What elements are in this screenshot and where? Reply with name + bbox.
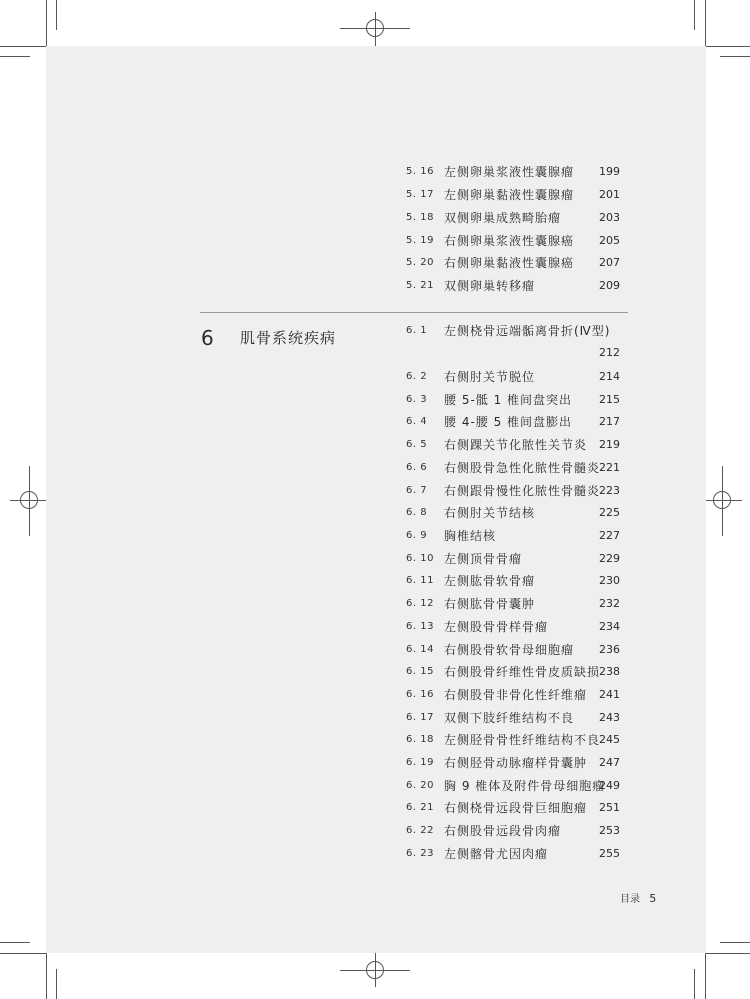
- toc-entry[interactable]: [406, 685, 626, 705]
- toc-entry[interactable]: [406, 776, 626, 796]
- entry-page: 217: [599, 415, 620, 428]
- entry-title: 左侧髂骨尤因肉瘤: [444, 847, 549, 861]
- toc-entry[interactable]: [406, 276, 626, 296]
- entry-page: 232: [599, 597, 620, 610]
- entry-title: 右侧肘关节脱位: [444, 370, 536, 384]
- entry-title: 左侧肱骨软骨瘤: [444, 574, 536, 588]
- entry-page: 203: [599, 211, 620, 224]
- toc-entry[interactable]: [406, 321, 626, 365]
- entry-number: 6. 11: [406, 575, 434, 586]
- entry-title: 右侧胫骨动脉瘤样骨囊肿: [444, 756, 588, 770]
- entry-number: 6. 4: [406, 416, 428, 427]
- toc-entry[interactable]: [406, 390, 626, 410]
- toc-entry[interactable]: [406, 208, 626, 228]
- entry-title: 右侧肱骨骨囊肿: [444, 597, 536, 611]
- entry-title: 右侧桡骨远段骨巨细胞瘤: [444, 801, 588, 815]
- entry-number: 6. 14: [406, 644, 434, 655]
- entry-title: 右侧股骨软骨母细胞瘤: [444, 643, 575, 657]
- page-footer: [620, 890, 656, 905]
- toc-entry[interactable]: [406, 458, 626, 478]
- entry-page: 223: [599, 484, 620, 497]
- entry-page: 236: [599, 643, 620, 656]
- toc-entry[interactable]: [406, 821, 626, 841]
- entry-page: 241: [599, 688, 620, 701]
- entry-number: 6. 20: [406, 780, 434, 791]
- entry-number: 6. 6: [406, 462, 428, 473]
- entry-page: 234: [599, 620, 620, 633]
- entry-number: 6. 22: [406, 825, 434, 836]
- entry-title: 右侧跟骨慢性化脓性骨髓炎: [444, 484, 601, 498]
- entry-page: 238: [599, 665, 620, 678]
- toc-entry[interactable]: [406, 640, 626, 660]
- toc-entry[interactable]: [406, 162, 626, 182]
- entry-number: 6. 18: [406, 734, 434, 745]
- entry-page: 215: [599, 393, 620, 406]
- footer-label: 目录: [620, 894, 640, 905]
- entry-page: 230: [599, 574, 620, 587]
- entry-number: 6. 12: [406, 598, 434, 609]
- entry-title: 右侧肘关节结核: [444, 506, 536, 520]
- entry-number: 6. 8: [406, 507, 428, 518]
- entry-number: 5. 17: [406, 189, 434, 200]
- entry-title: 右侧股骨非骨化性纤维瘤: [444, 688, 588, 702]
- toc-entry[interactable]: [406, 367, 626, 387]
- toc-entry[interactable]: [406, 571, 626, 591]
- entry-title: 双侧卵巢成熟畸胎瘤: [444, 211, 562, 225]
- entry-page: 221: [599, 461, 620, 474]
- entry-title: 右侧卵巢黏液性囊腺癌: [444, 256, 575, 270]
- entry-title: 左侧桡骨远端骺离骨折(Ⅳ型): [444, 324, 611, 338]
- toc-entry[interactable]: [406, 662, 626, 682]
- toc-entry[interactable]: [406, 594, 626, 614]
- entry-title: 右侧卵巢浆液性囊腺癌: [444, 234, 575, 248]
- entry-number: 5. 16: [406, 166, 434, 177]
- entry-number: 6. 7: [406, 485, 428, 496]
- entry-number: 6. 15: [406, 666, 434, 677]
- toc-entry[interactable]: [406, 481, 626, 501]
- toc-entry[interactable]: [406, 844, 626, 864]
- entry-number: 6. 10: [406, 553, 434, 564]
- entry-number: 6. 17: [406, 712, 434, 723]
- chapter-divider: [200, 312, 628, 313]
- entry-page: 205: [599, 234, 620, 247]
- entry-title: 双侧卵巢转移瘤: [444, 279, 536, 293]
- toc-entry[interactable]: [406, 412, 626, 432]
- toc-entry[interactable]: [406, 526, 626, 546]
- entry-page: 247: [599, 756, 620, 769]
- entry-page: 255: [599, 847, 620, 860]
- entry-title: 左侧卵巢浆液性囊腺瘤: [444, 165, 575, 179]
- chapter-number: 6: [201, 326, 214, 350]
- entry-page: 209: [599, 279, 620, 292]
- entry-page: 253: [599, 824, 620, 837]
- entry-title: 右侧股骨急性化脓性骨髓炎: [444, 461, 601, 475]
- entry-number: 6. 21: [406, 802, 434, 813]
- toc-entry[interactable]: [406, 753, 626, 773]
- toc-entry[interactable]: [406, 503, 626, 523]
- entry-title: 腰 5-骶 1 椎间盘突出: [444, 393, 573, 407]
- entry-title: 胸 9 椎体及附件骨母细胞瘤: [444, 779, 606, 793]
- entry-title: 左侧卵巢黏液性囊腺瘤: [444, 188, 575, 202]
- entry-title: 左侧顶骨骨瘤: [444, 552, 523, 566]
- entry-number: 6. 16: [406, 689, 434, 700]
- entry-number: 6. 2: [406, 371, 428, 382]
- entry-title: 腰 4-腰 5 椎间盘膨出: [444, 415, 573, 429]
- entry-page: 229: [599, 552, 620, 565]
- toc-entry[interactable]: [406, 231, 626, 251]
- entry-page: 227: [599, 529, 620, 542]
- footer-page-number: 5: [649, 892, 657, 905]
- entry-number: 5. 21: [406, 280, 434, 291]
- entry-title: 右侧股骨纤维性骨皮质缺损: [444, 665, 601, 679]
- entry-page: 225: [599, 506, 620, 519]
- entry-page: 219: [599, 438, 620, 451]
- toc-entry[interactable]: [406, 798, 626, 818]
- entry-page: 243: [599, 711, 620, 724]
- entry-title: 右侧股骨远段骨肉瘤: [444, 824, 562, 838]
- entry-number: 6. 5: [406, 439, 428, 450]
- toc-entry[interactable]: [406, 253, 626, 273]
- entry-page: 245: [599, 733, 620, 746]
- entry-page: 212: [599, 346, 620, 359]
- entry-number: 6. 1: [406, 325, 428, 336]
- toc-entry[interactable]: [406, 617, 626, 637]
- entry-number: 6. 23: [406, 848, 434, 859]
- toc-entry[interactable]: [406, 185, 626, 205]
- entry-title: 左侧股骨骨样骨瘤: [444, 620, 549, 634]
- entry-page: 251: [599, 801, 620, 814]
- entry-number: 6. 19: [406, 757, 434, 768]
- entry-number: 5. 18: [406, 212, 434, 223]
- toc-entry[interactable]: [406, 730, 626, 750]
- toc-entry[interactable]: [406, 435, 626, 455]
- entry-title: 左侧胫骨骨性纤维结构不良: [444, 733, 601, 747]
- entry-number: 6. 3: [406, 394, 428, 405]
- entry-number: 6. 13: [406, 621, 434, 632]
- entry-page: 207: [599, 256, 620, 269]
- entry-title: 双侧下肢纤维结构不良: [444, 711, 575, 725]
- entry-number: 6. 9: [406, 530, 428, 541]
- entry-page: 249: [599, 779, 620, 792]
- entry-number: 5. 19: [406, 235, 434, 246]
- chapter-title: 肌骨系统疾病: [240, 329, 337, 347]
- toc-entry[interactable]: [406, 549, 626, 569]
- entry-number: 5. 20: [406, 257, 434, 268]
- entry-title: 右侧踝关节化脓性关节炎: [444, 438, 588, 452]
- entry-title: 胸椎结核: [444, 529, 497, 543]
- entry-page: 201: [599, 188, 620, 201]
- entry-page: 214: [599, 370, 620, 383]
- toc-entry[interactable]: [406, 708, 626, 728]
- entry-page: 199: [599, 165, 620, 178]
